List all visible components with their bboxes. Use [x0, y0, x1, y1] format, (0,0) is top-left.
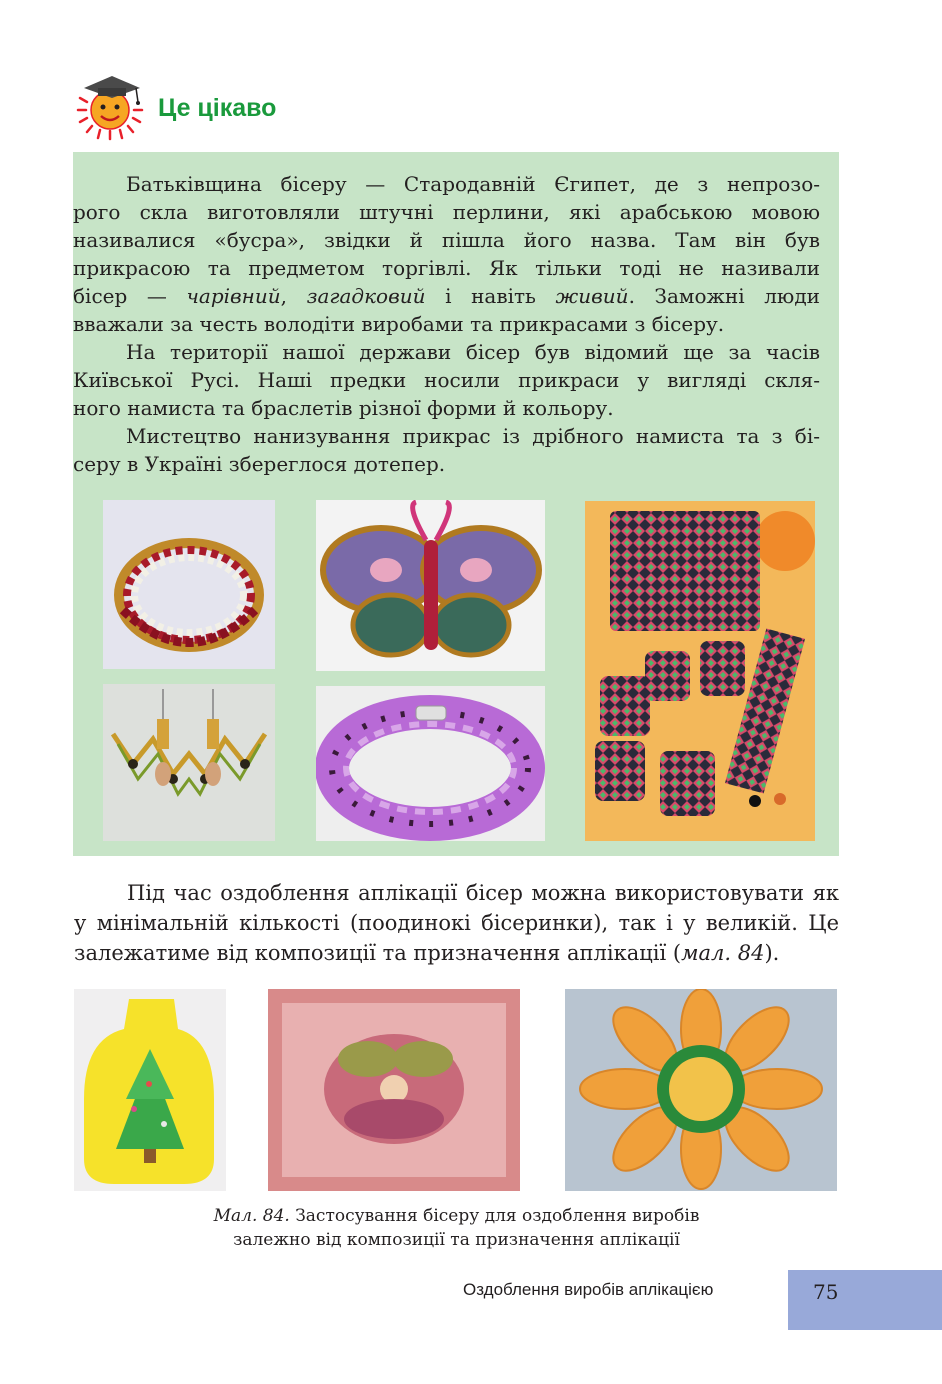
photo-purple-bracelet	[316, 686, 545, 841]
info-paragraph-1-cont	[73, 198, 820, 338]
body-line: Під час оздоблення аплікації бісер можна використовувати як	[127, 881, 839, 905]
photo-beaded-earrings	[103, 684, 275, 841]
photo-beaded-flower	[565, 989, 837, 1191]
info-line: Батьківщина бісеру — Стародавній Єгипет, де з непрозо-	[126, 172, 820, 196]
body-line: у мінімальній кількості (поодинокі бісеринки), так і у великій. Це	[74, 911, 839, 935]
photo-pink-beaded-panel	[268, 989, 520, 1191]
body-paragraph	[74, 878, 839, 968]
info-paragraph-2-cont	[73, 366, 820, 422]
info-line: ного намиста та браслетів різної форми й кольору.	[73, 396, 614, 420]
info-line: рого скла виготовляли штучні перлини, які арабською мовою	[73, 200, 820, 224]
body-line-with-ref: залежатиме від композиції та призначення аплікації (мал. 84).	[74, 941, 780, 965]
caption-line: залежно від композиції та призначення аплікації	[233, 1230, 680, 1250]
info-line-mixed: бісер — чарівний, загадковий і навіть живий. Заможні люди	[73, 284, 820, 308]
photo-beaded-butterfly	[316, 500, 545, 671]
section-title: Це цікаво	[158, 94, 277, 122]
caption-line: Мал. 84. Застосування бісеру для оздоблення виробів	[213, 1206, 700, 1226]
info-line: називалися «бусра», звідки й пішла його назва. Там він був	[73, 228, 820, 252]
section-header	[74, 72, 474, 142]
figure-caption	[74, 1204, 839, 1252]
info-line: прикрасою та предметом торгівлі. Як тільки тоді не називали	[73, 256, 820, 280]
info-line: серу в Україні збереглося дотепер.	[73, 452, 446, 476]
info-line: На території нашої держави бісер був відомий ще за часів	[126, 340, 820, 364]
page-number-box	[788, 1270, 942, 1330]
mascot-sun-icon	[74, 72, 154, 142]
info-paragraph-1	[126, 170, 820, 198]
footer-section-title: Оздоблення виробів аплікацією	[463, 1280, 714, 1299]
info-paragraph-3-cont	[73, 450, 820, 478]
info-line: вважали за честь володіти виробами та прикрасами з бісеру.	[73, 312, 725, 336]
info-line: Мистецтво нанизування прикрас із дрібного намиста та з бі-	[126, 424, 820, 448]
info-paragraph-3	[126, 422, 820, 450]
page-number: 75	[813, 1280, 839, 1304]
photo-beaded-cuffs-and-rings	[585, 501, 815, 841]
photo-pearl-necklace	[103, 500, 275, 669]
info-paragraph-2	[126, 338, 820, 366]
info-line: Київської Русі. Наші предки носили прикраси у вигляді скля-	[73, 368, 820, 392]
photo-hot-water-bottle-tree	[74, 989, 226, 1191]
